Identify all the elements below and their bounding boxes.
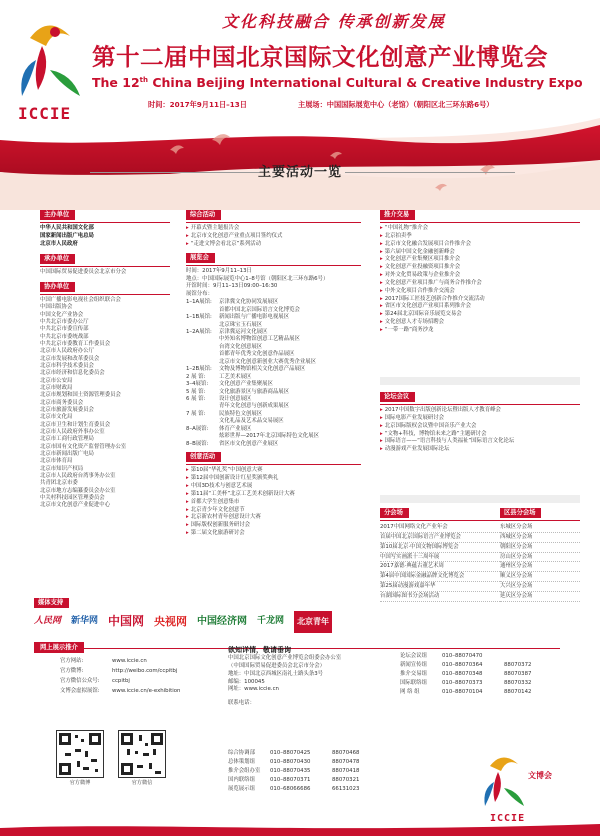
creative-rule (186, 464, 361, 465)
contact-postcode: 邮编：100045 (228, 678, 265, 685)
branch-list (380, 523, 500, 601)
phone-number: 010–88070371 (270, 777, 311, 783)
hall-theme: 北京市文化创意新创业大赛优秀企业展区 (219, 358, 317, 365)
hall-row (186, 403, 361, 410)
trade-activity: ▸ “一带一路”商务沙龙 (380, 327, 580, 335)
forum-activity: ▸ “文物+科技，博物馆未来之路”主题研讨会 (380, 431, 580, 439)
organizers-column (40, 210, 170, 510)
hall-theme: 文化旅游景区与旅游商品展区 (219, 388, 290, 395)
trade-activity: ▸ 文化创意产业集聚区项目推介会 (380, 256, 580, 264)
phone-dept: 展览展示组 (228, 786, 255, 792)
footer-logo-en: ICCIE (490, 813, 526, 824)
hall-row (186, 381, 361, 388)
footer-wave (0, 822, 600, 836)
online-line-label: 官方微信公众号: (60, 678, 100, 684)
hall-row (186, 433, 361, 440)
trade-tag: 推介交易 (380, 210, 415, 220)
district-list (500, 523, 580, 601)
trade-rule (380, 222, 580, 223)
phone-extension: 88070142 (504, 689, 532, 695)
integrated-activity: ▸ 开幕式暨主题报告会 (186, 225, 361, 233)
hall-number: 1–2A展馆: (186, 328, 212, 335)
media-logo: 央视网 (154, 615, 188, 629)
qr-code-weibo[interactable] (56, 730, 104, 778)
branch-venue: 2017嘉德·典蕴古董艺术周 (380, 562, 500, 572)
district-venue: 东城区分会场 (500, 523, 580, 533)
media-logo: 中国网 (108, 614, 145, 629)
trade-activity: ▸ 文化创意人才专场招聘会 (380, 319, 580, 327)
branch-venue: 第25届动漫游戏嘉年华 (380, 582, 500, 592)
host-organizer: 北京市人民政府 (40, 240, 78, 247)
online-tag: 网上展示推介 (34, 642, 84, 653)
creative-activity: ▸ 第二届文化旅游研讨会 (186, 530, 361, 538)
expo-info-line: 展馆分布： (186, 291, 213, 298)
undertake-list (40, 269, 170, 277)
online-line (60, 678, 180, 688)
expo-intro (186, 268, 361, 299)
branch-venue: 首届中国北京国际语言产业博览会 (380, 533, 500, 543)
hall-number (186, 344, 219, 351)
creative-activity: ▸ 首都大学生创意集市 (186, 499, 361, 507)
qr-pattern (119, 731, 165, 777)
online-line-value[interactable]: www.iccie.cn/e-exhibition (112, 688, 181, 694)
co-organizer: 中共北京市委宣传部 (40, 326, 89, 333)
trade-activity: ▸ 第24届北京国际音乐展览交易会 (380, 311, 580, 319)
hall-theme: 民族特色文创展区 (219, 410, 263, 417)
co-organizer: 北京市知识产权局 (40, 465, 84, 472)
qr-caption-weibo: 官方微博 (69, 780, 91, 786)
expo-info-line: 地点：中国国际展览中心1–8号馆（朝阳区北三环东路6号） (186, 275, 329, 282)
creative-list (186, 467, 361, 537)
forum-rule (380, 404, 580, 405)
footer-logo-cn: 文博会 (528, 771, 552, 780)
hall-number: 1–2B展馆: (186, 366, 212, 373)
hall-number (186, 351, 219, 358)
qr-caption-wechat: 官方微信 (131, 780, 153, 786)
co-organizer: 北京市国有文化资产监督管理办公室 (40, 443, 127, 450)
co-organizer: 中关村科技园区管理委员会 (40, 495, 105, 502)
district-venue: 大兴区分会场 (500, 582, 580, 592)
creative-activity: ▸ 第10届“华礼奖”中国创意大赛 (186, 467, 361, 475)
phone-number: 010–88070435 (270, 768, 311, 774)
co-organizer: 中共北京市委教育工作委员会 (40, 340, 111, 347)
forum-activity: ▸ 2017中国数字出版创新论坛暨出版人才教育峰会 (380, 407, 580, 415)
co-organizer: 北京市人民政府台湾事务办公室 (40, 473, 116, 480)
hall-number: 8–B展馆: (186, 440, 209, 447)
undertake-rule (40, 266, 170, 267)
media-logos (34, 611, 332, 633)
online-line-label: 文博会虚拟展馆: (60, 688, 100, 694)
hall-row (186, 441, 361, 448)
footer-logo-icon (476, 752, 546, 814)
media-logo: 新华网 (71, 616, 99, 627)
online-line-label: 官方微博: (60, 668, 84, 674)
district-venue: 通州区分会场 (500, 562, 580, 572)
hall-number: 6 展 馆: (186, 396, 206, 403)
online-line-value[interactable]: www.iccie.cn (112, 658, 147, 664)
co-organizer: 北京市经济和信息化委员会 (40, 370, 105, 377)
logo-text: ICCIE (18, 104, 72, 123)
creative-activity: ▸ 第11届“工美杯”北京工艺美术创新设计大赛 (186, 491, 361, 499)
integrated-activity: ▸ “走进文博会看北京”系列活动 (186, 241, 361, 249)
hall-number (186, 418, 219, 425)
phone-dept: 总体策划组 (228, 759, 255, 765)
hall-row (186, 389, 361, 396)
phone-row (400, 652, 531, 661)
phone-extension: 88070332 (504, 680, 532, 686)
phone-row (228, 758, 359, 767)
undertake-organizer: 中国国际贸易促进委员会北京市分会 (40, 268, 127, 275)
phone-row (400, 661, 531, 670)
forum-activity: ▸ 国际电影产业发展研讨会 (380, 415, 580, 423)
host-tag: 主办单位 (40, 210, 75, 220)
trade-activity: ▸ 省区市文化创意产业项目系列推介会 (380, 303, 580, 311)
branch-rule (380, 520, 500, 521)
expo-time: 时间：2017年9月11日–13日 (148, 100, 247, 109)
branch-venue: 第10届北京·中国文物国际博览会 (380, 543, 500, 553)
integrated-activity: ▸ 北京市文化创意产业重点项目签约仪式 (186, 233, 361, 241)
co-organizer: 北京市卫生和计划生育委员会 (40, 421, 111, 428)
phone-extension: 88070372 (504, 662, 532, 668)
phone-row (228, 785, 359, 794)
expo-info-line: 时间：2017年9月11–13日 (186, 267, 252, 274)
qr-code-wechat[interactable] (118, 730, 166, 778)
hall-theme: 设计创意展区 (219, 396, 252, 403)
hall-row (186, 366, 361, 373)
hall-theme: 首都青年优秀文化创意作品展区 (219, 351, 295, 358)
host-organizer: 中华人民共和国文化部 (40, 225, 94, 232)
co-organizer: 北京市新闻出版广电局 (40, 451, 94, 458)
district-venue: 西城区分会场 (500, 533, 580, 543)
hall-row (186, 418, 361, 425)
contact-url[interactable]: 网址：www.iccie.cn (228, 686, 279, 693)
trade-activity: ▸ 对外文化贸易政策与企业推介会 (380, 272, 580, 280)
media-logo: 人民网 (34, 616, 62, 627)
phone-extension: 88070478 (332, 759, 360, 765)
activities-column (186, 210, 361, 538)
hall-row (186, 314, 361, 321)
district-venue: 房山区分会场 (500, 553, 580, 563)
host-rule (40, 222, 170, 223)
phone-dept: 国际联络组 (400, 680, 427, 686)
hall-theme: 炫彩世界—2017年北京国际特色文化展区 (219, 433, 319, 440)
phone-dept: 综合协调部 (228, 750, 255, 756)
media-tag: 媒体支持 (34, 598, 69, 608)
hall-number (186, 322, 219, 329)
phone-number: 010–88070425 (270, 750, 311, 756)
co-organizer: 共青团北京市委 (40, 480, 78, 487)
co-organizer: 北京市人民政府外事办公室 (40, 429, 105, 436)
phone-number: 010–88070364 (442, 662, 483, 668)
hall-theme: 工艺美术展区 (219, 373, 252, 380)
host-list (40, 225, 170, 248)
phone-dept: 推介交易组 (400, 671, 427, 677)
creative-activity: ▸ 中国3D技术与创意艺术展 (186, 483, 361, 491)
online-line-label: 官方网站: (60, 658, 84, 664)
hall-number: 2 展 馆: (186, 373, 206, 380)
hall-theme: 文化创意产业集聚展区 (219, 381, 273, 388)
forum-activity: ▸ 北京国际版权会议暨中国音乐产业大会 (380, 423, 580, 431)
contact-heading: 欲知详情，敬请垂询 (228, 646, 291, 654)
forum-activity: ▸ 国际语言——“语言科技与人类福祉”国际语言文化论坛 (380, 438, 580, 446)
expo-info-line: 开馆时间：9月11–13日09:00–16:30 (186, 283, 278, 290)
creative-activity: ▸ 国际版权创新服务研讨会 (186, 522, 361, 530)
district-column (500, 508, 580, 602)
phone-number: 010–88070430 (270, 759, 311, 765)
co-organizer: 北京市人民政府办公厅 (40, 348, 94, 355)
contact-org-sub: （中国国际贸易促进委员会北京市分会） (228, 662, 326, 669)
contact-org: 中国北京国际文化创意产业博览会组委会办公室 (228, 655, 342, 662)
co-organizer: 北京市科学技术委员会 (40, 362, 94, 369)
phone-number: 010–88070348 (442, 671, 483, 677)
undertake-tag: 承办单位 (40, 254, 75, 264)
co-organizer-rule (40, 294, 170, 295)
co-organizer: 北京市体育局 (40, 458, 73, 465)
forum-tag: 论坛会议 (380, 392, 415, 402)
media-logo: 北京青年 (294, 611, 332, 633)
trade-activity: ▸ 文化创意产业投融资项目推介会 (380, 264, 580, 272)
online-line-value[interactable]: http://weibo.com/ccpitbj (112, 668, 178, 674)
phone-extension: 66131023 (332, 786, 360, 792)
phone-dept: 论坛会议组 (400, 653, 427, 659)
phone-title: 联系电话： (228, 700, 255, 707)
phone-row (228, 776, 359, 785)
co-organizer: 中国文化产业协会 (40, 311, 84, 318)
hall-theme: 京津冀文化协同发展展区 (219, 299, 279, 306)
co-organizer-tag: 协办单位 (40, 282, 75, 292)
hall-theme: 中外知名博物馆创意工艺精品展区 (219, 336, 300, 343)
co-organizer: 北京市文化创意产业促进中心 (40, 502, 111, 509)
co-organizer: 北京市发展和改革委员会 (40, 355, 100, 362)
hall-row (186, 322, 361, 329)
hall-row (186, 307, 361, 314)
hall-number: 5 展 馆: (186, 388, 206, 395)
phone-extension: 88070418 (332, 768, 360, 774)
creative-activity: ▸ 北京新农村青年创意设计大赛 (186, 514, 361, 522)
contact-address: 地址：中国北京西城区南礼士路头条3号 (228, 670, 324, 677)
hall-number: 3–4展馆: (186, 381, 209, 388)
phone-dept: 网 络 组 (400, 689, 420, 695)
phone-number: 010–88070104 (442, 689, 483, 695)
co-organizer: 北京市财政局 (40, 384, 73, 391)
district-tag: 区县分会场 (500, 508, 541, 518)
branch-band (380, 495, 580, 503)
phone-row (400, 688, 531, 697)
phone-number: 010–68066686 (270, 786, 311, 792)
hall-theme: 新闻出版与广播电影电视展区 (219, 314, 290, 321)
hall-theme: 文物及博物馆相关文化创意产品展区 (219, 366, 306, 373)
creative-activity: ▸ 北京青少年文化创意节 (186, 507, 361, 515)
co-organizer: 北京市商务委员会 (40, 399, 84, 406)
co-organizer: 中国出版协会 (40, 304, 73, 311)
hall-number (186, 307, 219, 314)
heading-rule-right (345, 172, 515, 173)
trade-activity: ▸ 北京拍卖季 (380, 233, 580, 241)
phone-dept: 推介会组办室 (228, 768, 261, 774)
phone-dept: 国内联络组 (228, 777, 255, 783)
hall-row (186, 374, 361, 381)
online-line-value[interactable]: ccpitbj (112, 678, 130, 684)
media-logo: 千龙网 (257, 616, 285, 627)
online-line (60, 658, 180, 668)
title-english: The 12th China Beijing International Cultural & Creative Industry Expo (92, 75, 583, 90)
co-organizer: 中共北京市委统战部 (40, 333, 89, 340)
main-heading: 主要活动一览 (257, 165, 342, 180)
title-chinese: 第十二届中国北京国际文化创意产业博览会 (92, 43, 548, 71)
district-rule (500, 520, 580, 521)
hall-theme: 文化礼品及艺术品交易展区 (219, 418, 284, 425)
phone-dept: 新闻宣传组 (400, 662, 427, 668)
hall-theme: 首都中国北京国际语言文化博览会 (219, 306, 300, 313)
expo-venue: 主展场：中国国际展览中心（老馆）（朝阳区北三环东路6号） (298, 100, 494, 109)
forum-column (380, 392, 580, 454)
co-organizer: 中共北京市委办公厅 (40, 318, 89, 325)
hall-number (186, 433, 219, 440)
phone-row (400, 670, 531, 679)
expo-tag: 展览会 (186, 253, 215, 263)
hall-theme: 省区市文化创意产业展区 (219, 440, 279, 447)
forum-list (380, 407, 580, 454)
phones-right (400, 652, 531, 697)
phone-row (228, 749, 359, 758)
co-organizer: 北京市规划和国土资源管理委员会 (40, 392, 121, 399)
hall-number (186, 403, 219, 410)
phone-number: 010–88070470 (442, 653, 483, 659)
trade-activity: ▸ “中国礼物”推介会 (380, 225, 580, 233)
trade-activity: ▸ 文化创意产业项目推广与商务合作推介会 (380, 280, 580, 288)
forum-activity: ▸ 动漫游戏产业发展国际论坛 (380, 446, 580, 454)
contact-block (228, 645, 341, 708)
host-organizer: 国家新闻出版广电总局 (40, 233, 94, 239)
hall-row (186, 299, 361, 306)
expo-halls (186, 299, 361, 448)
trade-list (380, 225, 580, 335)
hall-number: 1–1A展馆: (186, 299, 212, 306)
trade-activity: ▸ 中外文化项目合作推介交流会 (380, 288, 580, 296)
co-organizer: 北京市公安局 (40, 377, 73, 384)
co-organizer: 中国广播电影电视社会组织联合会 (40, 296, 121, 303)
hall-theme: 北京珠宝玉石展区 (219, 321, 263, 328)
expo-rule (186, 265, 361, 266)
hall-row (186, 351, 361, 358)
district-venue: 朝阳区分会场 (500, 543, 580, 553)
hall-row (186, 336, 361, 343)
hall-number: 7 展 馆: (186, 410, 206, 417)
hall-theme: 体育产业展区 (219, 425, 252, 432)
phone-row (228, 767, 359, 776)
phone-row (400, 679, 531, 688)
branch-venue: 2017中国网络文化产业年会 (380, 523, 500, 533)
trade-activity: ▸ 2017国际工匠技艺创新合作推介交流活动 (380, 296, 580, 304)
branch-venue: 台湖国际图书分会场活动 (380, 592, 500, 602)
district-venue: 顺义区分会场 (500, 572, 580, 582)
co-organizer: 北京市工商行政管理局 (40, 436, 94, 443)
phone-extension: 88070468 (332, 750, 360, 756)
qr-pattern (57, 731, 103, 777)
online-line (60, 688, 180, 698)
branch-venue: 第4届中国国际金融品牌文化博览会 (380, 572, 500, 582)
integrated-tag: 综合活动 (186, 210, 221, 220)
phone-extension: 88070321 (332, 777, 360, 783)
integrated-list (186, 225, 361, 248)
branch-column (380, 508, 500, 602)
branch-tag: 分会场 (380, 508, 409, 518)
online-line (60, 668, 180, 678)
integrated-rule (186, 222, 361, 223)
district-venue: 延庆区分会场 (500, 592, 580, 602)
phones-left (228, 749, 359, 794)
trade-column (380, 210, 580, 335)
hall-number (186, 336, 219, 343)
co-organizer: 北京市文化局 (40, 414, 73, 421)
hall-number: 8–A展馆: (186, 425, 209, 432)
hall-number: 1–1B展馆: (186, 314, 212, 321)
creative-activity: ▸ 第12届中国创新设计红星奖颁奖典礼 (186, 475, 361, 483)
trade-activity: ▸ 第六届中国文化金融创新峰会 (380, 249, 580, 257)
co-organizer-list (40, 297, 170, 510)
co-organizer: 北京市地方志编纂委员会办公室 (40, 487, 116, 494)
trade-activity: ▸ 北京市文化融合发展项目合作推介会 (380, 241, 580, 249)
co-organizer: 北京市旅游发展委员会 (40, 406, 94, 413)
branch-venue: 中国写实画派十三周年展 (380, 553, 500, 563)
phone-number: 010–88070373 (442, 680, 483, 686)
forum-band (380, 377, 580, 385)
creative-tag: 创意活动 (186, 452, 221, 462)
hall-theme: 京津冀运河文化展区 (219, 328, 268, 335)
media-logo: 中国经济网 (197, 615, 248, 627)
hall-theme: 青年文化创意与创新成果展区 (219, 403, 290, 410)
hall-theme: 台湾文化创意展区 (219, 343, 263, 350)
online-lines (60, 658, 180, 698)
slogan: 文化科技融合 传承创新发展 (222, 12, 446, 31)
phone-extension: 88070387 (504, 671, 532, 677)
